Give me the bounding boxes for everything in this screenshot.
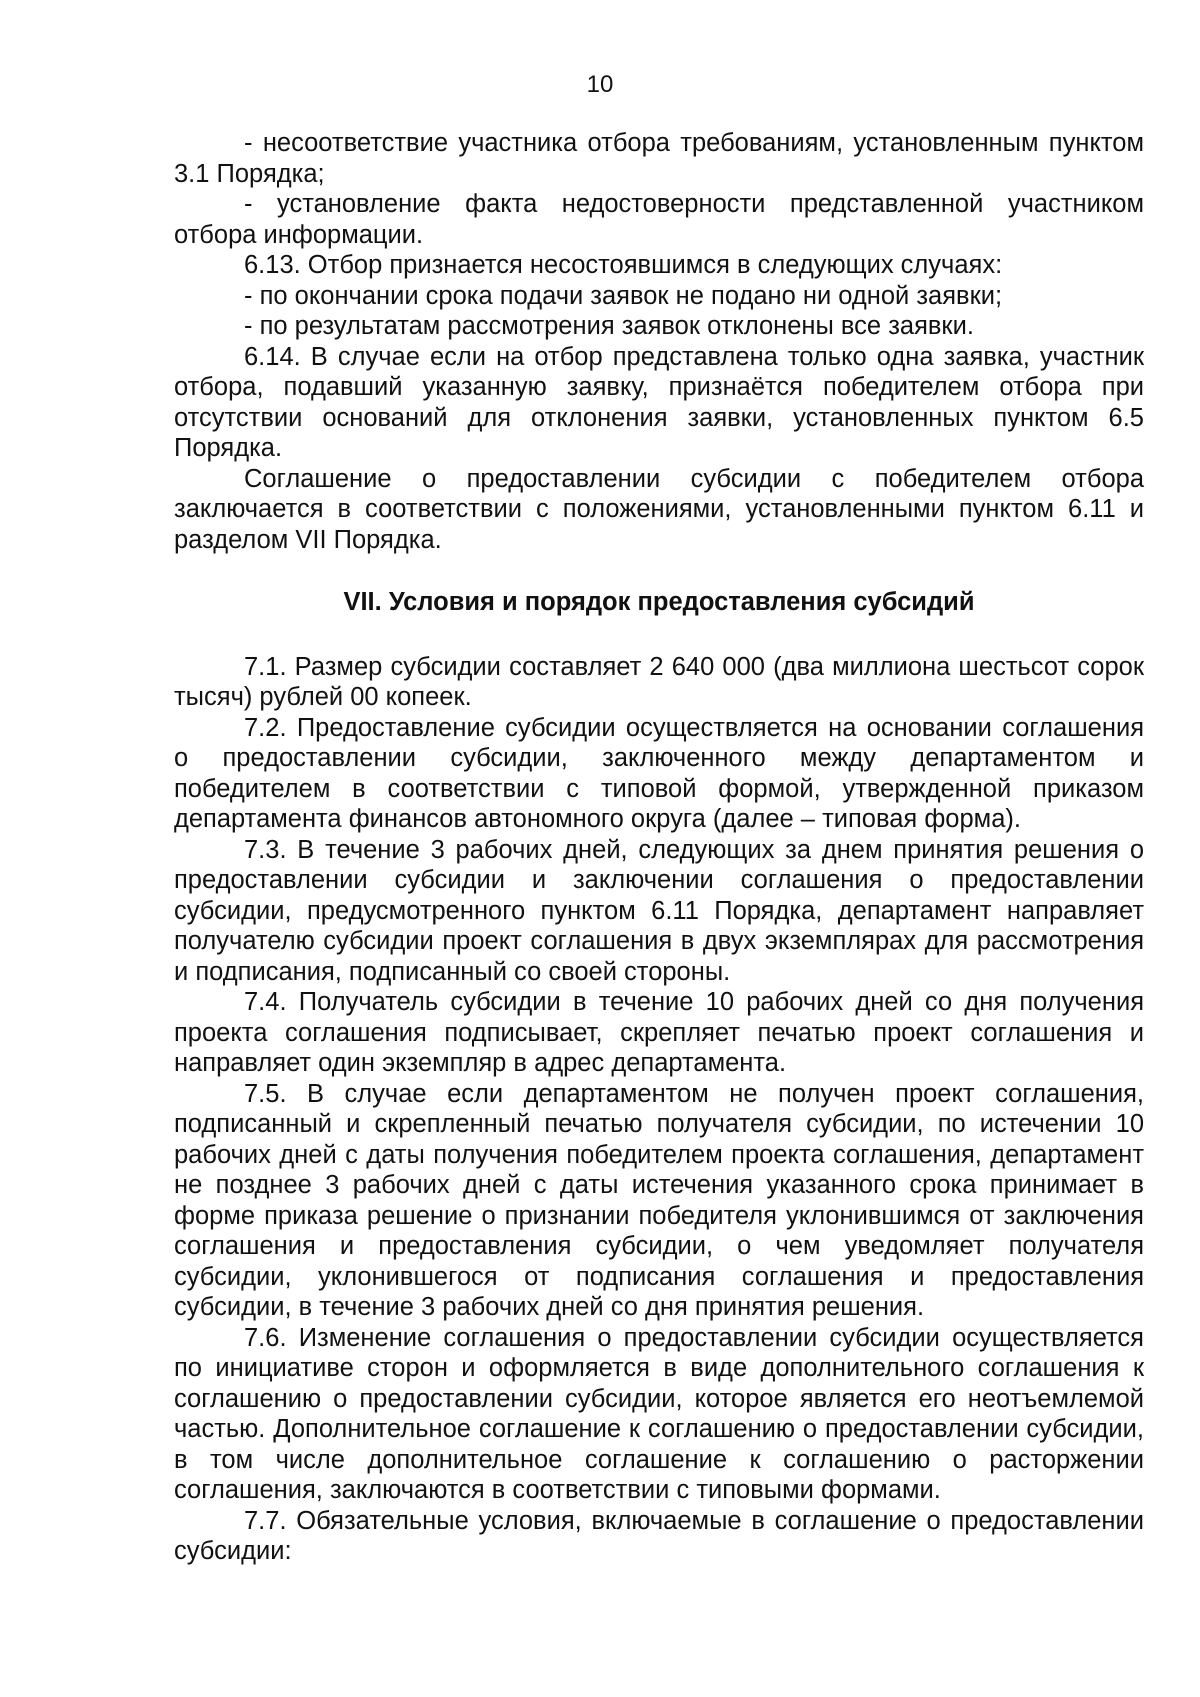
paragraph: - несоответствие участника отбора требованиям, установленным пунктом 3.1 Порядка; <box>174 129 1144 188</box>
paragraph: 7.7. Обязательные условия, включаемые в соглашение о предоставлении субсидии: <box>174 1506 1144 1565</box>
paragraph: 6.13. Отбор признается несостоявшимся в следующих случаях: <box>244 251 1003 279</box>
paragraph: - по окончании срока подачи заявок не подано ни одной заявки; <box>244 281 1003 310</box>
paragraph: 7.4. Получатель субсидии в течение 10 рабочих дней со дня получения проекта соглашения подписывает, скрепляет печатью проект соглашения и направляет один экземпляр в адрес департамента. <box>174 988 1144 1077</box>
paragraph: 7.3. В течение 3 рабочих дней, следующих за днем принятия решения о предоставлении субсидии и заключении соглашения о предоставлении субсидии, предусмотренного пунктом 6.11 Порядка, департамент направляет получателю субсидии проект соглашения в двух экземплярах для рассмотрения и подписания, подписанный со своей стороны. <box>174 835 1144 986</box>
paragraph: - установление факта недостоверности представленной участником отбора информации. <box>174 190 1144 249</box>
paragraph: Соглашение о предоставлении субсидии с победителем отбора заключается в соответствии с положениями, установленными пунктом 6.11 и разделом VII Порядка. <box>174 464 1144 554</box>
paragraph: 7.1. Размер субсидии составляет 2 640 000 (два миллиона шестьсот сорок тысяч) рублей 00 копеек. <box>174 652 1144 711</box>
section-heading: VII. Условия и порядок предоставления субсидий <box>343 588 975 616</box>
paragraph: 6.14. В случае если на отбор представлена только одна заявка, участник отбора, подавший указанную заявку, признаётся победителем отбора при отсутствии оснований для отклонения заявки, установленных пунктом 6.5 Порядка. <box>174 342 1144 462</box>
paragraph: 7.2. Предоставление субсидии осуществляется на основании соглашения о предоставлении субсидии, заключенного между департаментом и победителем в соответствии с типовой формой, утвержденной приказом департамента финансов автономного округа (далее – типовая форма). <box>174 713 1144 833</box>
paragraph: - по результатам рассмотрения заявок отклонены все заявки. <box>244 312 974 340</box>
document-body <box>174 128 1144 1567</box>
page-number: 10 <box>586 71 614 98</box>
paragraph: 7.5. В случае если департаментом не получен проект соглашения, подписанный и скрепленный печатью получателя субсидии, по истечении 10 рабочих дней с даты получения победителем проекта соглашения, департамент не позднее 3 рабочих дней с даты истечения указанного срока принимает в форме приказа решение о признании победителя уклонившимся от заключения соглашения и предоставления субсидии, о чем уведомляет получателя субсидии, уклонившегося от подписания соглашения и предоставления субсидии, в течение 3 рабочих дней со дня принятия решения. <box>174 1079 1144 1321</box>
paragraph: 7.6. Изменение соглашения о предоставлении субсидии осуществляется по инициативе сторон и оформляется в виде дополнительного соглашения к соглашению о предоставлении субсидии, которое является его неотъемлемой частью. Дополнительное соглашение к соглашению о предоставлении субсидии, в том числе дополнительное соглашение к соглашению о расторжении соглашения, заключаются в соответствии с типовыми формами. <box>174 1323 1144 1504</box>
